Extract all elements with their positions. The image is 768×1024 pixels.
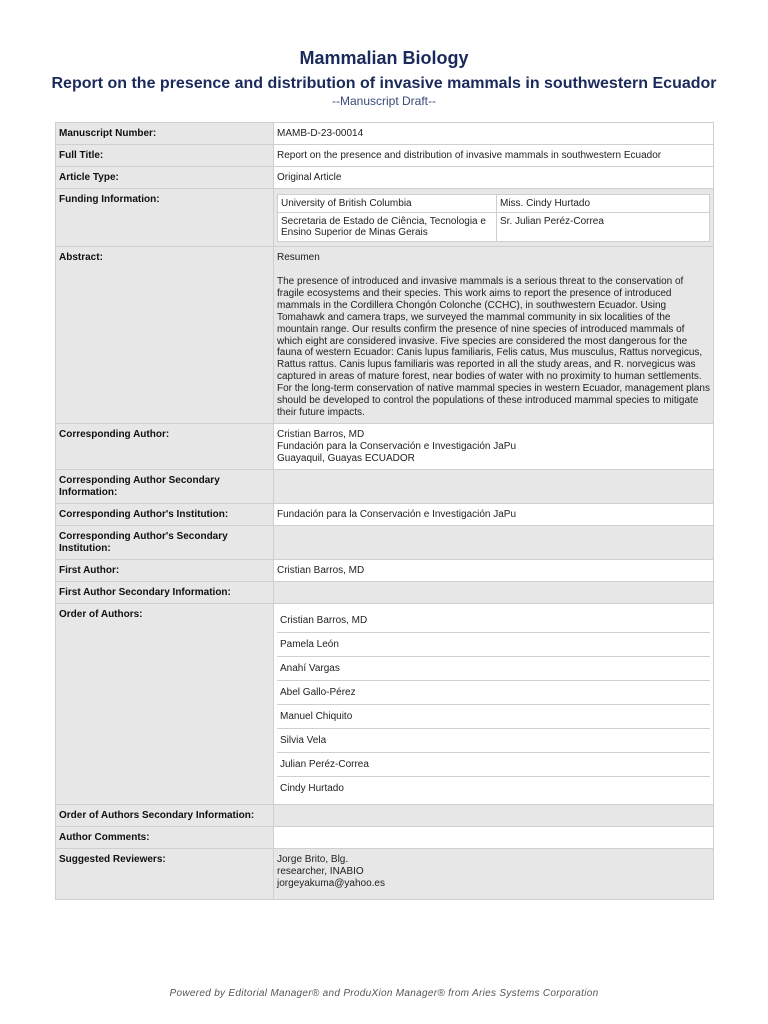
value-author-comments [274,826,714,848]
value-corresponding-author [274,423,714,469]
label-manuscript-number: Manuscript Number: [56,123,274,145]
label-corresponding-institution: Corresponding Author's Institution: [56,503,274,525]
label-author-comments: Author Comments: [56,826,274,848]
corresponding-author-location: Guayaquil, Guayas ECUADOR [277,452,415,464]
row-funding [56,189,714,247]
funding-recipient: Sr. Julian Peréz-Correa [497,213,710,242]
label-order-secondary: Order of Authors Secondary Information: [56,804,274,826]
author-item: Julian Peréz-Correa [277,753,710,777]
label-order-of-authors: Order of Authors: [56,603,274,804]
draft-label: --Manuscript Draft-- [331,94,436,108]
value-order-of-authors [274,603,714,804]
label-full-title: Full Title: [56,145,274,167]
value-order-secondary [274,804,714,826]
value-funding [274,189,714,247]
row-suggested-reviewers [56,848,714,899]
value-first-author-secondary [274,581,714,603]
row-first-author-secondary [56,581,714,603]
corresponding-author-name: Cristian Barros, MD [277,428,365,440]
manuscript-info-table [55,122,714,900]
row-corresponding-author [56,423,714,469]
author-item: Manuel Chiquito [277,705,710,729]
funder-name: University of British Columbia [278,195,497,213]
row-order-secondary [56,804,714,826]
reviewer-email: jorgeyakuma@yahoo.es [277,877,385,889]
funding-table [277,194,710,242]
row-article-type [56,167,714,189]
label-suggested-reviewers: Suggested Reviewers: [56,848,274,899]
value-full-title: Report on the presence and distribution of invasive mammals in southwestern Ecuador [274,145,714,167]
label-article-type: Article Type: [56,167,274,189]
label-corresponding-secondary-institution: Corresponding Author's Secondary Institution: [56,525,274,559]
value-corresponding-institution: Fundación para la Conservación e Investigación JaPu [274,503,714,525]
label-first-author: First Author: [56,559,274,581]
value-manuscript-number: MAMB-D-23-00014 [274,123,714,145]
label-corresponding-secondary: Corresponding Author Secondary Information: [56,469,274,503]
funder-name: Secretaria de Estado de Ciência, Tecnologia e Ensino Superior de Minas Gerais [278,213,497,242]
row-author-comments [56,826,714,848]
value-corresponding-secondary [274,469,714,503]
funding-row [278,213,710,242]
abstract-heading: Resumen [277,252,320,263]
author-item: Cindy Hurtado [280,782,344,794]
funding-recipient: Miss. Cindy Hurtado [497,195,710,213]
author-item: Pamela León [277,633,710,657]
row-full-title [56,145,714,167]
reviewer-affiliation: researcher, INABIO [277,865,364,877]
row-abstract [56,247,714,424]
manuscript-title: Report on the presence and distribution of invasive mammals in southwestern Ecuador [51,75,717,92]
value-article-type: Original Article [274,167,714,189]
label-funding: Funding Information: [56,189,274,247]
value-corresponding-secondary-institution [274,525,714,559]
row-corresponding-secondary [56,469,714,503]
value-first-author: Cristian Barros, MD [274,559,714,581]
row-order-of-authors [56,603,714,804]
funding-row [278,195,710,213]
value-suggested-reviewers [274,848,714,899]
author-item: Abel Gallo-Pérez [277,681,710,705]
row-first-author [56,559,714,581]
footer-powered-by: Powered by Editorial Manager® and ProduXion Manager® from Aries Systems Corporation [169,988,599,999]
row-corresponding-institution [56,503,714,525]
label-corresponding-author: Corresponding Author: [56,423,274,469]
corresponding-author-org: Fundación para la Conservación e Investigación JaPu [277,440,517,452]
journal-title: Mammalian Biology [299,48,469,68]
author-item: Anahí Vargas [277,657,710,681]
label-abstract: Abstract: [56,247,274,424]
row-corresponding-secondary-institution [56,525,714,559]
value-abstract [274,247,714,424]
reviewer-name: Jorge Brito, Blg. [277,853,349,865]
author-item: Cristian Barros, MD [277,609,710,633]
label-first-author-secondary: First Author Secondary Information: [56,581,274,603]
author-item: Silvia Vela [277,729,710,753]
abstract-text: The presence of introduced and invasive mammals is a serious threat to the conservation of fragile ecosystems and their species. This work aims to report the presence of introduced mammals in the Cordillera Chongón Colonche (CCHC), in southwestern Ecuador. Using Tomahawk and camera traps, we surveyed the mammal community in six localities of the mountain range. Our results confirm the presence of nine species of introduced mammals of which eight are considered invasive. Five species are considered the most dangerous for the fauna of western Ecuador: Canis lupus familiaris, Felis catus, Mus musculus, Rattus norvegicus, Rattus rattus. Canis lupus familiaris was reported in all the study areas, and R. norvegicus was captured in areas of mature forest, near bodies of water with no proximity to human settlements. For the long-term conservation of native mammal species in western Ecuador, management plans should be developed to control the populations of these introduced mammal species to mitigate their future impacts. [277,276,710,418]
row-manuscript-number [56,123,714,145]
